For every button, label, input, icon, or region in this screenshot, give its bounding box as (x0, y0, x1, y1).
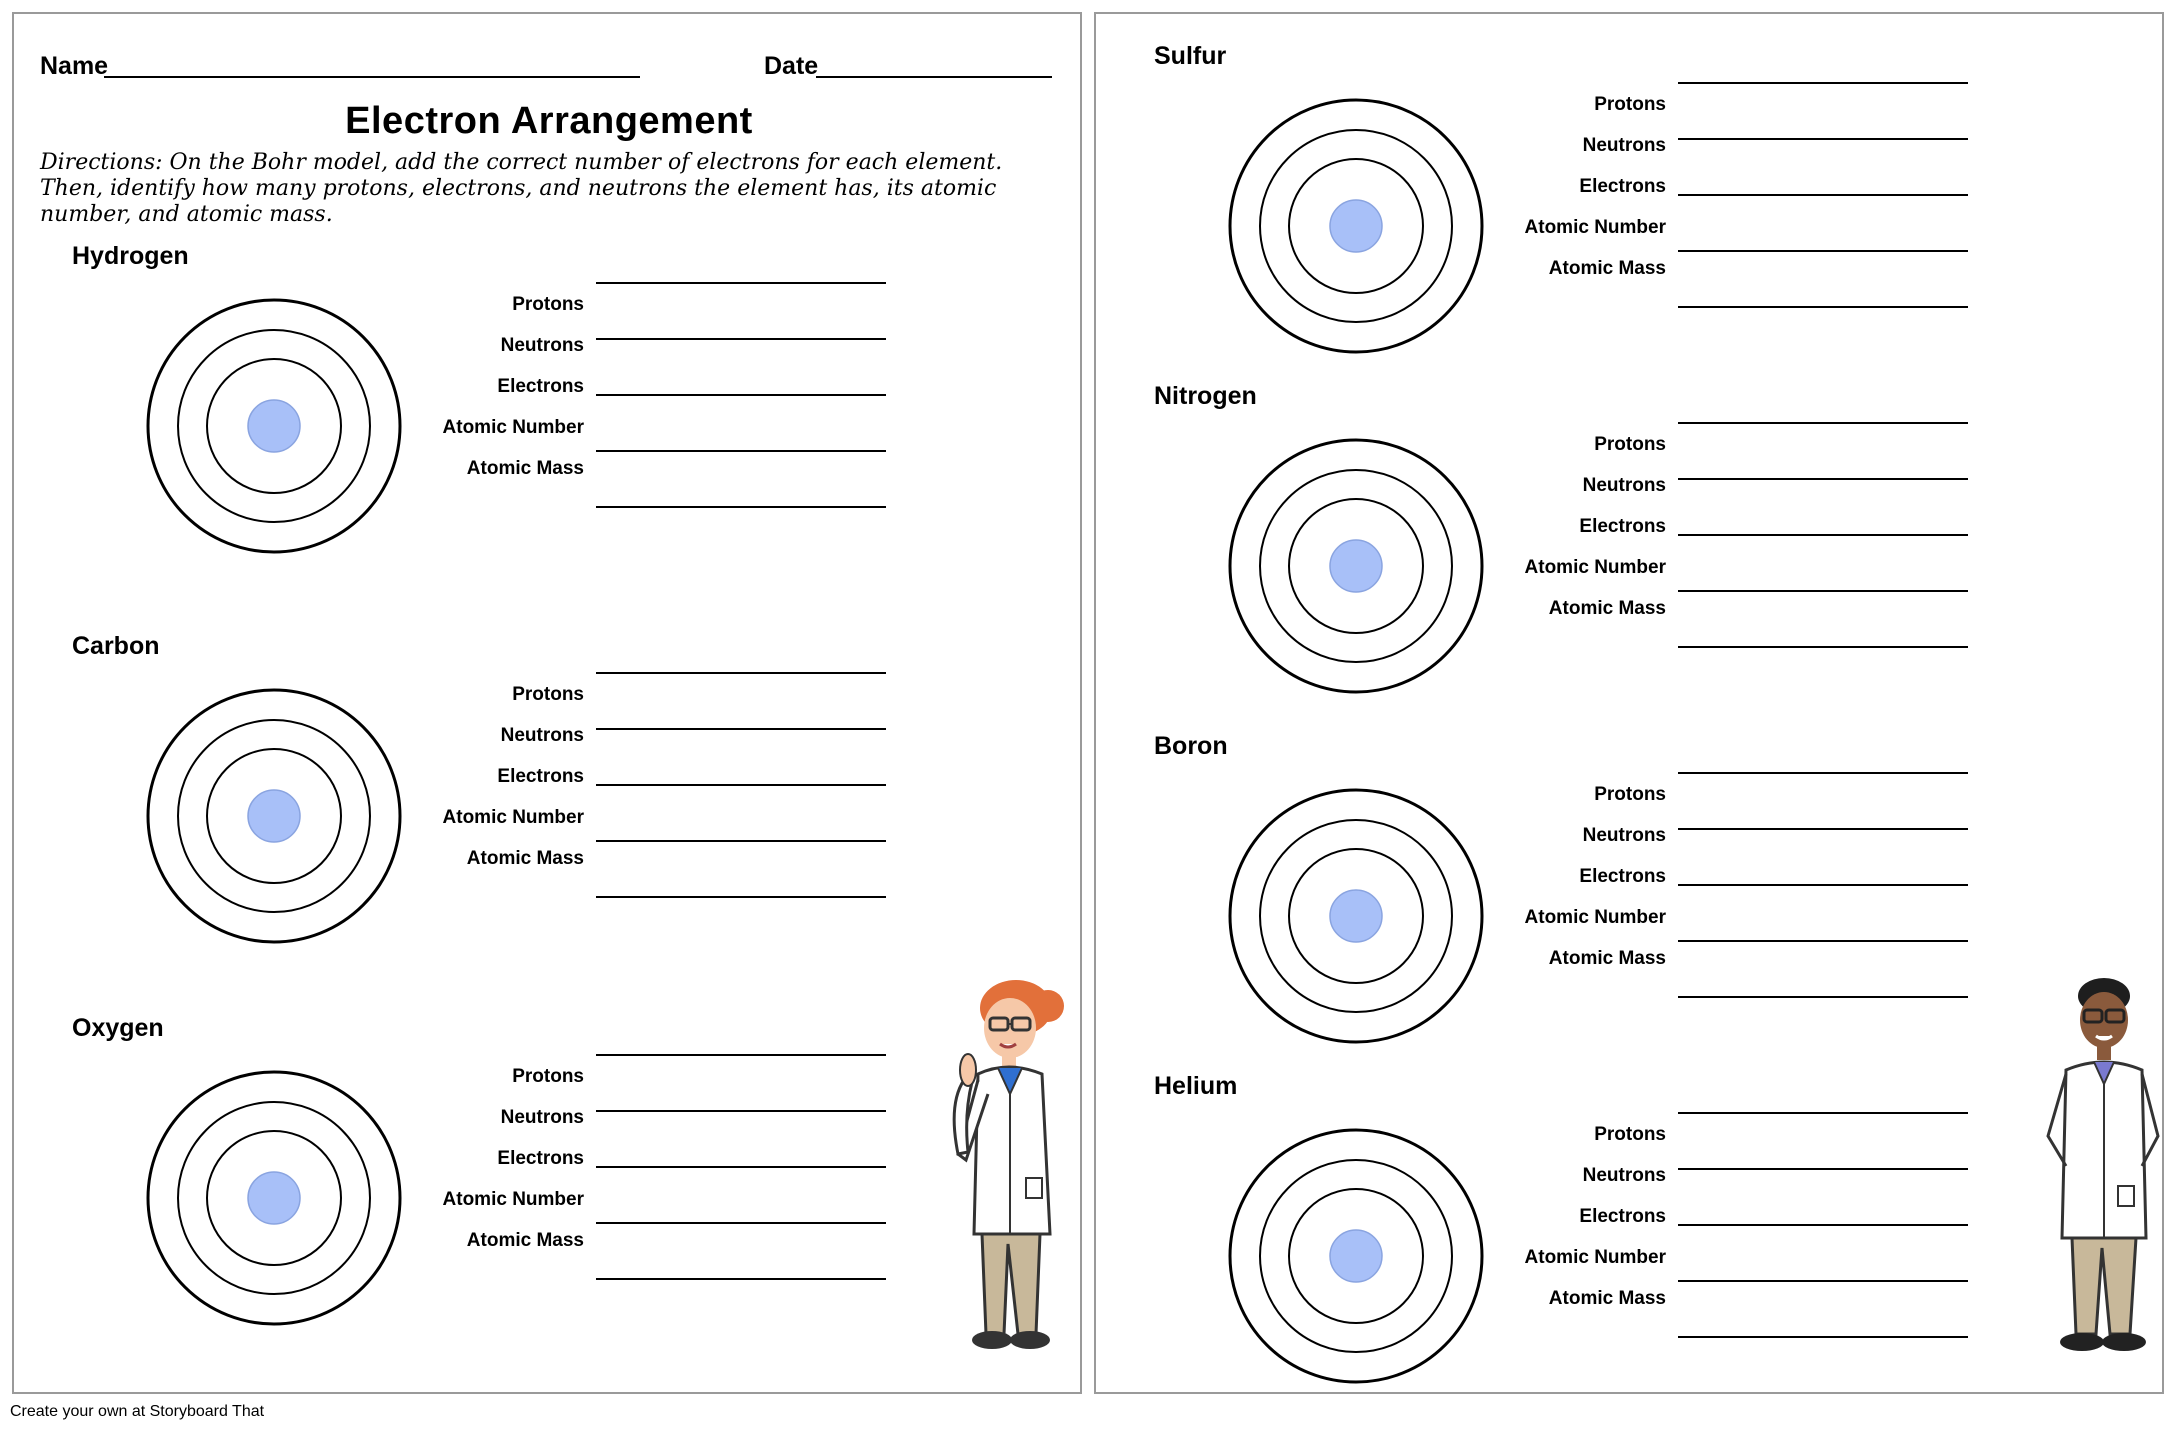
scientist-man-icon (2042, 966, 2162, 1366)
element-name: Carbon (72, 632, 160, 660)
answer-line-atomic-mass[interactable] (1678, 996, 1968, 998)
answer-line-atomic-mass[interactable] (1678, 646, 1968, 648)
nucleus (1330, 1230, 1382, 1282)
field-label: Neutrons (1582, 135, 1666, 156)
element-name: Helium (1154, 1072, 1238, 1100)
field-label: Neutrons (1582, 475, 1666, 496)
nucleus (248, 400, 300, 452)
nucleus (1330, 200, 1382, 252)
answer-line-atomic-mass[interactable] (596, 506, 886, 508)
answer-line-neutrons[interactable] (596, 338, 886, 340)
nucleus (248, 790, 300, 842)
field-label: Protons (512, 1066, 584, 1087)
answer-line-atomic-mass[interactable] (596, 1278, 886, 1280)
element-name: Nitrogen (1154, 382, 1257, 410)
answer-line-atomic-number[interactable] (1678, 1280, 1968, 1282)
worksheet-page-right (1094, 12, 2164, 1394)
answer-line-electrons[interactable] (596, 394, 886, 396)
field-label: Electrons (1579, 1206, 1666, 1227)
field-label: Atomic Mass (1548, 258, 1666, 279)
worksheet-page-left (12, 12, 1082, 1394)
field-label: Protons (1594, 784, 1666, 805)
answer-line-atomic-mass[interactable] (596, 896, 886, 898)
field-label: Electrons (497, 766, 584, 787)
answer-line-atomic-number[interactable] (1678, 590, 1968, 592)
name-field[interactable] (104, 76, 640, 78)
field-label: Electrons (1579, 866, 1666, 887)
answer-line-protons[interactable] (1678, 772, 1968, 774)
answer-line-atomic-mass[interactable] (1678, 1336, 1968, 1338)
answer-line-neutrons[interactable] (1678, 478, 1968, 480)
field-label: Electrons (497, 376, 584, 397)
answer-line-electrons[interactable] (1678, 884, 1968, 886)
answer-line-protons[interactable] (596, 672, 886, 674)
answer-line-neutrons[interactable] (1678, 138, 1968, 140)
answer-line-protons[interactable] (1678, 82, 1968, 84)
answer-line-neutrons[interactable] (1678, 828, 1968, 830)
field-label: Electrons (1579, 516, 1666, 537)
field-label: Neutrons (1582, 1165, 1666, 1186)
field-label: Atomic Mass (466, 1230, 584, 1251)
answer-line-electrons[interactable] (1678, 194, 1968, 196)
answer-line-atomic-mass[interactable] (1678, 306, 1968, 308)
field-label: Atomic Number (442, 417, 584, 438)
element-name: Oxygen (72, 1014, 164, 1042)
nucleus (248, 1172, 300, 1224)
bohr-model[interactable] (144, 296, 404, 556)
element-name: Boron (1154, 732, 1228, 760)
answer-line-atomic-number[interactable] (596, 1222, 886, 1224)
field-label: Electrons (1579, 176, 1666, 197)
bohr-model[interactable] (1226, 96, 1486, 356)
bohr-model[interactable] (1226, 436, 1486, 696)
nucleus (1330, 890, 1382, 942)
answer-line-atomic-number[interactable] (1678, 250, 1968, 252)
field-label: Protons (512, 294, 584, 315)
field-label: Atomic Mass (466, 458, 584, 479)
answer-line-protons[interactable] (596, 1054, 886, 1056)
bohr-model[interactable] (1226, 1126, 1486, 1386)
field-label: Electrons (497, 1148, 584, 1169)
answer-line-neutrons[interactable] (596, 1110, 886, 1112)
answer-line-electrons[interactable] (1678, 1224, 1968, 1226)
field-label: Neutrons (500, 335, 584, 356)
field-label: Atomic Number (442, 1189, 584, 1210)
field-label: Atomic Mass (1548, 948, 1666, 969)
answer-line-electrons[interactable] (596, 1166, 886, 1168)
field-label: Protons (1594, 434, 1666, 455)
answer-line-protons[interactable] (596, 282, 886, 284)
footer-credit: Create your own at Storyboard That (10, 1403, 265, 1420)
answer-line-protons[interactable] (1678, 1112, 1968, 1114)
answer-line-atomic-number[interactable] (596, 840, 886, 842)
field-label: Protons (1594, 94, 1666, 115)
bohr-model[interactable] (144, 686, 404, 946)
directions-text: Directions: On the Bohr model, add the correct number of electrons for each element. Then, identify how many protons, electrons, and neutrons the element has, its atomic number, and atomic mass. (40, 150, 1003, 227)
answer-line-electrons[interactable] (1678, 534, 1968, 536)
page-title: Electron Arrangement (345, 100, 753, 142)
field-label: Protons (512, 684, 584, 705)
answer-line-protons[interactable] (1678, 422, 1968, 424)
date-label: Date (764, 52, 819, 80)
field-label: Atomic Number (1524, 1247, 1666, 1268)
field-label: Atomic Mass (1548, 598, 1666, 619)
answer-line-electrons[interactable] (596, 784, 886, 786)
field-label: Neutrons (500, 1107, 584, 1128)
scientist-woman-icon (938, 964, 1068, 1364)
field-label: Protons (1594, 1124, 1666, 1145)
field-label: Neutrons (500, 725, 584, 746)
answer-line-atomic-number[interactable] (1678, 940, 1968, 942)
nucleus (1330, 540, 1382, 592)
element-name: Hydrogen (72, 242, 189, 270)
field-label: Atomic Number (442, 807, 584, 828)
name-label: Name (40, 52, 109, 80)
date-field[interactable] (816, 76, 1052, 78)
answer-line-neutrons[interactable] (596, 728, 886, 730)
field-label: Atomic Number (1524, 217, 1666, 238)
field-label: Atomic Number (1524, 907, 1666, 928)
bohr-model[interactable] (144, 1068, 404, 1328)
field-label: Neutrons (1582, 825, 1666, 846)
bohr-model[interactable] (1226, 786, 1486, 1046)
field-label: Atomic Mass (466, 848, 584, 869)
field-label: Atomic Mass (1548, 1288, 1666, 1309)
answer-line-neutrons[interactable] (1678, 1168, 1968, 1170)
answer-line-atomic-number[interactable] (596, 450, 886, 452)
field-label: Atomic Number (1524, 557, 1666, 578)
element-name: Sulfur (1154, 42, 1227, 70)
